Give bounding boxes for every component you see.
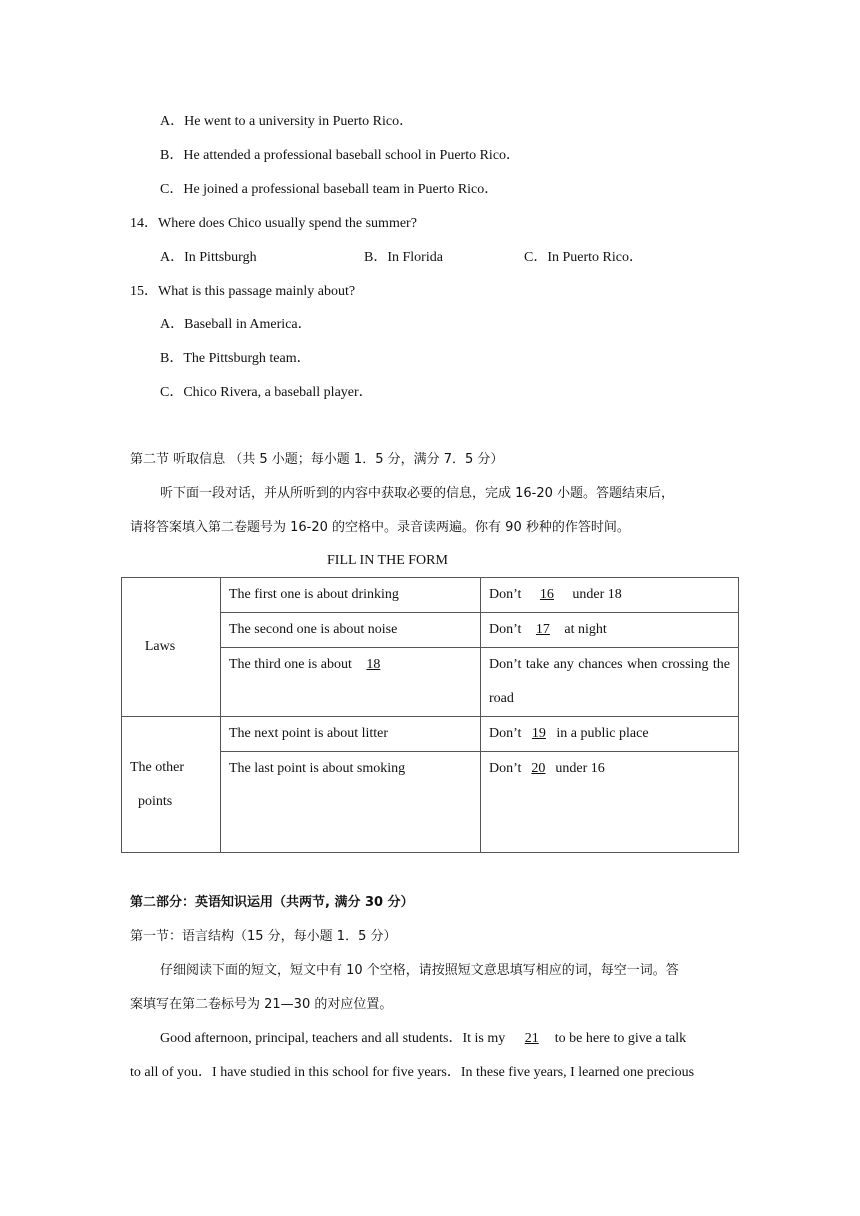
row4-rule-prefix: Don’t: [489, 726, 522, 741]
q14-option-c: C．In Puerto Rico．: [524, 250, 643, 265]
part2-heading: 第二部分：英语知识运用（共两节, 满分 30 分）: [130, 895, 414, 910]
form-title: FILL IN THE FORM: [327, 553, 448, 568]
row4-rule-suffix: in a public place: [556, 726, 649, 741]
q15-option-a: A．Baseball in America．: [160, 317, 312, 332]
section2-instructions-line1: 听下面一段对话，并从所听到的内容中获取必要的信息，完成 16-20 小题。答题结束后，: [160, 486, 675, 501]
blank-16: 16: [539, 587, 554, 602]
row5-rule-suffix: under 16: [555, 761, 605, 776]
section2-instructions-line2: 请将答案填入第二卷题号为 16-20 的空格中。录音读两遍。你有 90 秒种的作答时间。: [130, 520, 630, 535]
q13-option-c: C．He joined a professional baseball team in Puerto Rico．: [160, 182, 499, 197]
row2-rule-prefix: Don’t: [489, 622, 522, 637]
part2-instructions-line1: 仔细阅读下面的短文，短文中有 10 个空格，请按照短文意思填写相应的词，每空一词。答: [160, 963, 679, 978]
row1-rule-suffix: under 18: [572, 587, 622, 602]
table-row: [122, 578, 739, 613]
q15-question: 15．What is this passage mainly about?: [130, 284, 356, 299]
row5-topic: The last point is about smoking: [229, 761, 406, 776]
q13-option-a: A．He went to a university in Puerto Rico．: [160, 114, 414, 129]
row1-topic: The first one is about drinking: [229, 587, 399, 602]
passage-line2: to all of you．I have studied in this school for five years．In these five years, I learned one precious: [130, 1065, 695, 1080]
fill-in-form-table: [121, 577, 739, 853]
part2-instructions-line2: 案填写在第二卷标号为 21—30 的对应位置。: [130, 997, 393, 1012]
row3-topic: The third one is about: [229, 657, 352, 672]
blank-20: 20: [531, 761, 546, 776]
table-cell: [481, 752, 739, 853]
q14-option-b: B．In Florida: [364, 250, 443, 265]
table-cell: [481, 648, 739, 717]
row2-topic: The second one is about noise: [229, 622, 398, 637]
blank-21: 21: [524, 1031, 539, 1046]
table-cell: [481, 717, 739, 752]
blank-17: 17: [535, 622, 550, 637]
row4-topic: The next point is about litter: [229, 726, 389, 741]
passage-line1-start: Good afternoon, principal, teachers and all students．It is my: [160, 1031, 506, 1046]
q15-option-b: B．The Pittsburgh team．: [160, 351, 311, 366]
table-cell: [221, 648, 481, 717]
q14-question: 14．Where does Chico usually spend the summer?: [130, 216, 417, 231]
other-points-label-cell: [122, 717, 221, 853]
row5-rule-prefix: Don’t: [489, 761, 522, 776]
table-cell: [481, 578, 739, 613]
table-cell: [481, 613, 739, 648]
laws-label-cell: [122, 578, 221, 717]
row3-rule: Don’t take any chances when crossing the road: [489, 657, 730, 706]
other-points-label-line1: The other: [130, 759, 185, 775]
table-cell: [221, 752, 481, 853]
part2-subheading: 第一节：语言结构（15 分，每小题 1．5 分）: [130, 929, 397, 944]
section2-heading: 第二节 听取信息 （共 5 小题；每小题 1．5 分，满分 7．5 分）: [130, 452, 504, 467]
table-cell: [221, 613, 481, 648]
q15-option-c: C．Chico Rivera, a baseball player．: [160, 385, 373, 400]
table-cell: [221, 717, 481, 752]
table-cell: [221, 578, 481, 613]
other-points-label-line2: points: [138, 793, 173, 809]
blank-18: 18: [366, 657, 381, 672]
passage-line1-end: to be here to give a talk: [554, 1031, 687, 1046]
row1-rule-prefix: Don’t: [489, 587, 522, 602]
laws-label: Laws: [144, 639, 176, 654]
passage-line1: [160, 1030, 686, 1048]
q14-option-a: A．In Pittsburgh: [160, 250, 257, 265]
q13-option-b: B．He attended a professional baseball school in Puerto Rico．: [160, 148, 521, 163]
blank-19: 19: [531, 726, 546, 741]
table-row: [122, 717, 739, 752]
row2-rule-suffix: at night: [564, 622, 607, 637]
